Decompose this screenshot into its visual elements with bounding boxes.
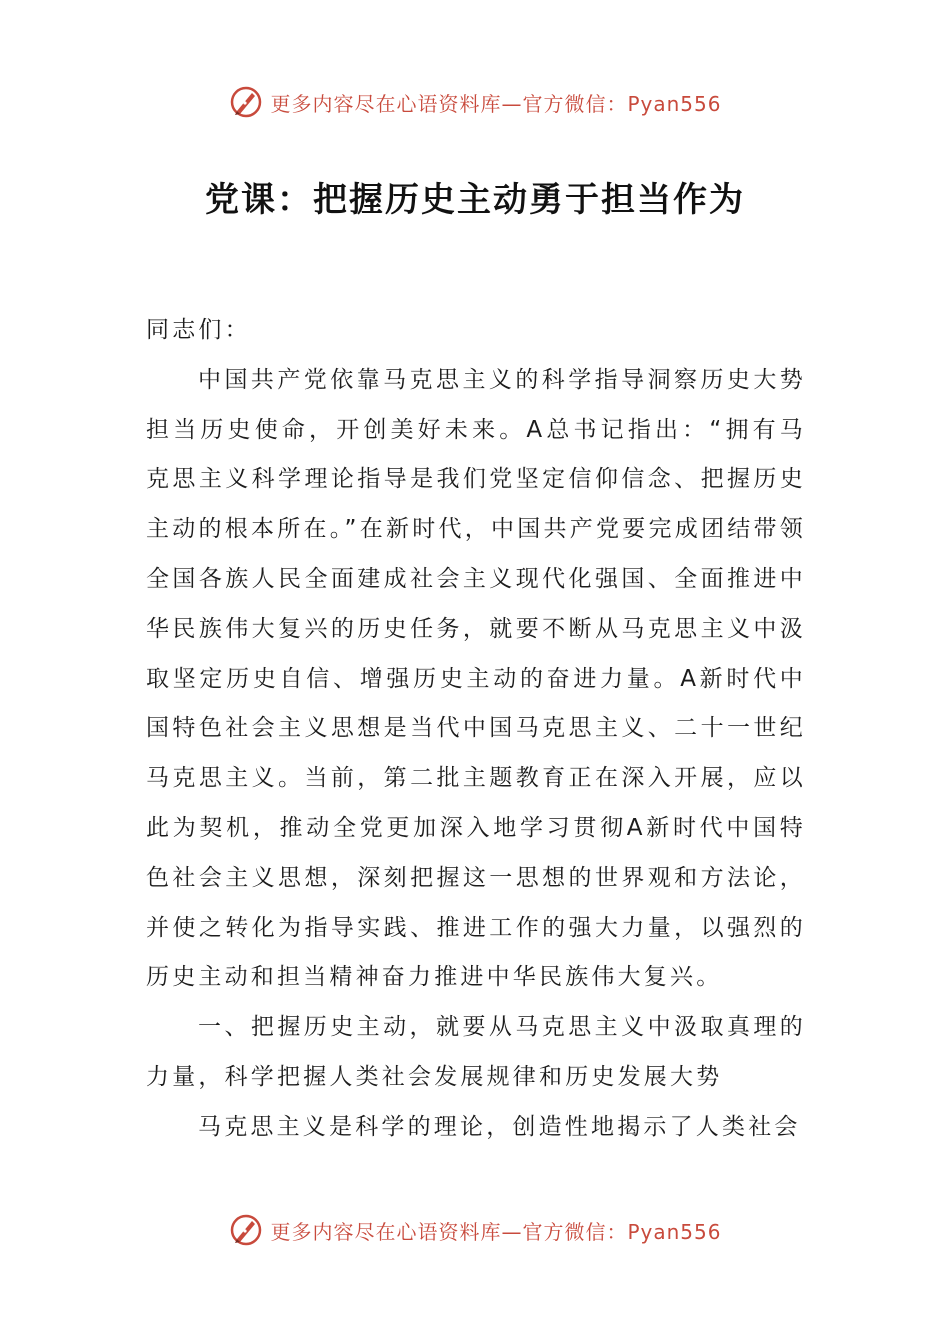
watermark-header xyxy=(0,80,950,124)
paragraph: 马克思主义是科学的理论，创造性地揭示了人类社会 xyxy=(198,1113,801,1140)
section-heading: 一、把握历史主动，就要从马克思主义中汲取真理的力量，科学把握人类社会发展规律和历史发展大势 xyxy=(146,1014,806,1090)
pen-logo-icon xyxy=(228,84,264,120)
pen-logo-icon xyxy=(228,1212,264,1248)
watermark-footer xyxy=(0,1208,950,1252)
page-title: 党课：把握历史主动勇于担当作为 xyxy=(205,180,745,220)
paragraph: 中国共产党依靠马克思主义的科学指导洞察历史大势担当历史使命，开创美好未来。A总书记指出：“拥有马克思主义科学理论指导是我们党坚定信仰信念、把握历史主动的根本所在。”在新时代，中国共产党要完成团结带领全国各族人民全面建成社会主义现代化强国、全面推进中华民族伟大复兴的历史任务，就要不断从马克思主义中汲取坚定历史自信、增强历史主动的奋进力量。A新时代中国特色社会主义思想是当代中国马克思主义、二十一世纪马克思主义。当前，第二批主题教育正在深入开展，应以此为契机，推动全党更加深入地学习贯彻A新时代中国特色社会主义思想，深刻把握这一思想的世界观和方法论，并使之转化为指导实践、推进工作的强大力量，以强烈的历史主动和担当精神奋力推进中华民族伟大复兴。 xyxy=(146,366,806,991)
watermark-text: 更多内容尽在心语资料库—官方微信：Pyan556 xyxy=(270,1219,722,1244)
document-body xyxy=(146,306,806,1153)
watermark-text: 更多内容尽在心语资料库—官方微信：Pyan556 xyxy=(270,91,722,116)
salutation: 同志们： xyxy=(146,317,251,343)
